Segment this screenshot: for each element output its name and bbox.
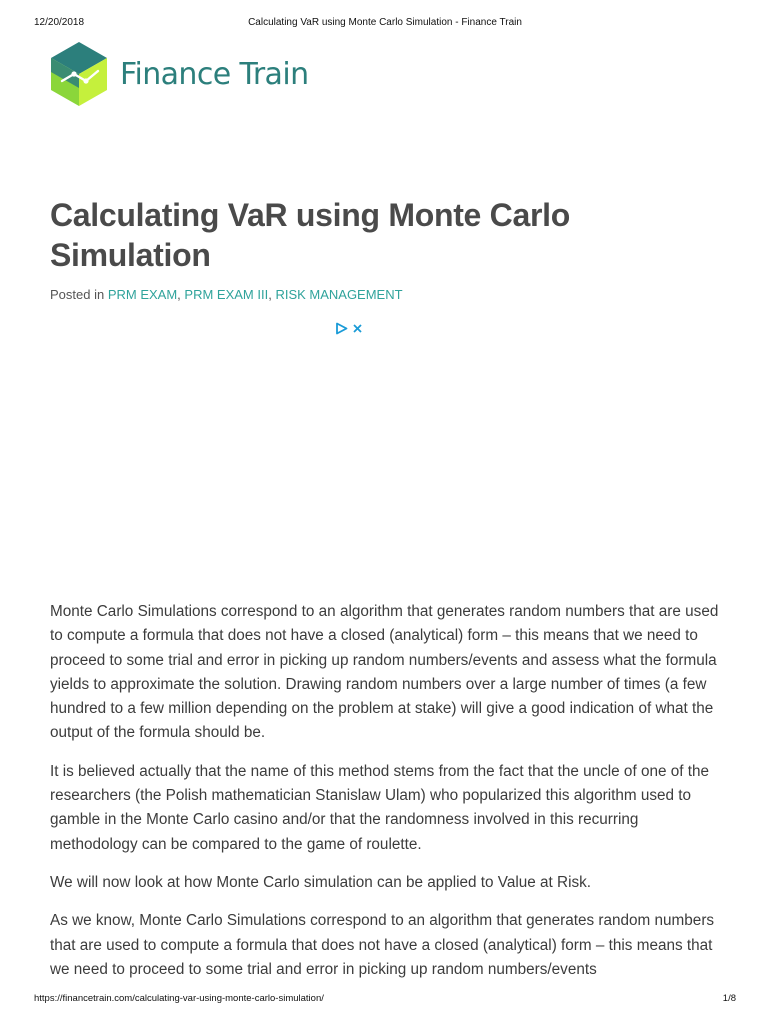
close-icon[interactable] [352, 323, 363, 334]
article-paragraph: Monte Carlo Simulations correspond to an algorithm that generates random numbers that are used to compute a formula that does not have a closed (analytical) form – this means that we need to proceed to some trial and error in picking up random numbers/events and assess what the formula yields to approximate the solution. Drawing random numbers over a large number of times (a few hundred to a few million depending on the problem at stake) will give a good indication of what the output of the formula should be. [50, 603, 719, 742]
print-page-number: 1/8 [722, 993, 736, 1004]
article-paragraph: We will now look at how Monte Carlo simulation can be applied to Value at Risk. [50, 873, 592, 891]
ad-choices[interactable] [335, 322, 363, 335]
article-paragraph: As we know, Monte Carlo Simulations correspond to an algorithm that generates random numbers that are used to compute a formula that does not have a closed (analytical) form – this means that we need to proceed to some trial and error in picking up random numbers/events [50, 912, 715, 978]
hexagon-cube-logo-icon [50, 41, 108, 107]
article-paragraph: It is believed actually that the name of this method stems from the fact that the uncle of one of the researchers (the Polish mathematician Stanislaw Ulam) who popularized this algorithm used to gamble in the Monte Carlo casino and/or that the randomness involved in this recurring methodology can be compared to the game of roulette. [50, 762, 709, 853]
logo-text: Finance Train [120, 56, 309, 92]
category-link-prm-exam[interactable]: PRM EXAM [107, 287, 178, 302]
site-logo[interactable] [50, 41, 309, 107]
article-title: Calculating VaR using Monte Carlo Simulation [50, 197, 570, 273]
category-link-risk-management[interactable]: RISK MANAGEMENT [275, 287, 403, 302]
adchoices-icon[interactable] [335, 322, 348, 335]
post-meta: Posted in PRM EXAM, PRM EXAM III, RISK MANAGEMENT [50, 287, 403, 302]
print-footer [34, 993, 736, 1009]
print-date: 12/20/2018 [34, 17, 85, 28]
print-header [34, 17, 736, 33]
print-page-title: Calculating VaR using Monte Carlo Simulation - Finance Train [248, 17, 522, 28]
print-url: https://financetrain.com/calculating-var-using-monte-carlo-simulation/ [34, 993, 324, 1004]
category-link-prm-exam-iii[interactable]: PRM EXAM III [184, 287, 269, 302]
posted-in-label: Posted in [50, 287, 105, 302]
article-body [50, 600, 726, 996]
